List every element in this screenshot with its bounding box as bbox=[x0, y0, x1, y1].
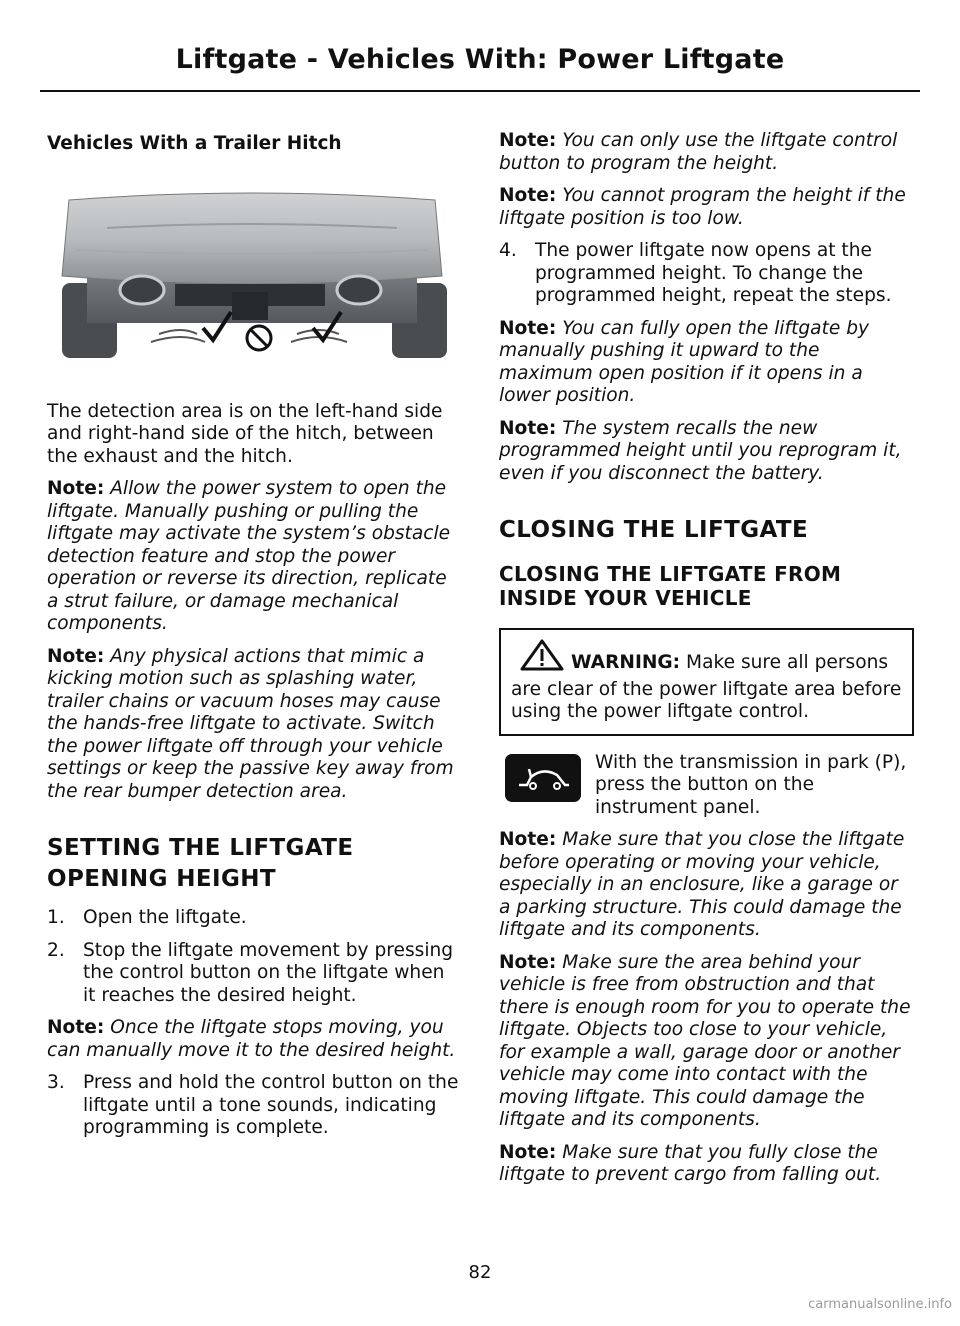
note-area-clear bbox=[499, 952, 914, 1132]
note-label: Note: bbox=[499, 829, 557, 850]
liftgate-button-row bbox=[499, 752, 914, 820]
step-text: The power liftgate now opens at the programmed height. To change the programmed height, repeat the steps. bbox=[535, 240, 892, 306]
note-kicking-motion bbox=[47, 646, 462, 804]
warning-triangle-icon bbox=[519, 638, 565, 679]
steps-list bbox=[47, 907, 462, 1007]
steps-list-right bbox=[499, 240, 914, 308]
rear-bumper-illustration bbox=[47, 188, 452, 373]
page-number: 82 bbox=[468, 1262, 492, 1283]
header-divider bbox=[40, 90, 920, 92]
step-number: 4. bbox=[499, 240, 517, 261]
note-control-button bbox=[499, 130, 914, 175]
note-text: Once the liftgate stops moving, you can manually move it to the desired height. bbox=[47, 1017, 456, 1061]
note-text: You can fully open the liftgate by manually pushing it upward to the maximum open position if it opens in a lower position. bbox=[499, 317, 870, 406]
step-number: 3. bbox=[47, 1072, 65, 1093]
note-label: Note: bbox=[499, 317, 557, 339]
note-fully-open bbox=[499, 318, 914, 408]
subsection-heading-inside: CLOSING THE LIFTGATE FROM INSIDE YOUR VEHICLE bbox=[499, 562, 842, 610]
section-heading-line2: OPENING HEIGHT bbox=[47, 866, 276, 892]
note-position-low bbox=[499, 185, 914, 230]
trailer-hitch-subheading: Vehicles With a Trailer Hitch bbox=[47, 133, 342, 154]
list-item bbox=[47, 1072, 462, 1140]
note-label: Note: bbox=[499, 185, 557, 206]
note-recalls-height bbox=[499, 418, 914, 486]
step-number: 2. bbox=[47, 939, 65, 961]
detection-area-text: The detection area is on the left-hand side and right-hand side of the hitch, between the exhaust and the hitch. bbox=[47, 400, 443, 467]
step-text: Press and hold the control button on the liftgate until a tone sounds, indicating programming is complete. bbox=[83, 1072, 459, 1138]
rear-bumper-svg bbox=[47, 188, 452, 373]
warning-label: WARNING: bbox=[571, 652, 681, 673]
note-text: You cannot program the height if the liftgate position is too low. bbox=[499, 185, 906, 229]
right-column bbox=[499, 130, 914, 1197]
note-label: Note: bbox=[499, 130, 557, 151]
list-item bbox=[499, 240, 914, 308]
note-close-before-moving bbox=[499, 829, 914, 942]
step-text: Stop the liftgate movement by pressing the control button on the liftgate when it reaches the desired height. bbox=[83, 939, 454, 1006]
note-manual-move bbox=[47, 1017, 462, 1062]
note-label: Note: bbox=[47, 1017, 105, 1038]
note-text: The system recalls the new programmed height until you reprogram it, even if you disconnect the battery. bbox=[499, 417, 902, 484]
watermark: carmanualsonline.info bbox=[808, 1297, 952, 1312]
section-heading-line1: SETTING THE LIFTGATE bbox=[47, 835, 354, 861]
page-title: Liftgate - Vehicles With: Power Liftgate bbox=[175, 44, 785, 75]
liftgate-button-text: With the transmission in park (P), press the button on the instrument panel. bbox=[595, 751, 907, 818]
note-text: Make sure the area behind your vehicle is free from obstruction and that there is enough room for you to operate the liftgate. Objects too close to your vehicle, for example a wall, garage door or another vehicle may come into contact with the moving liftgate. This could damage the liftgate and its components. bbox=[499, 951, 911, 1130]
list-item bbox=[47, 907, 462, 930]
liftgate-button-icon bbox=[505, 754, 581, 802]
note-power-system bbox=[47, 478, 462, 636]
note-label: Note: bbox=[499, 951, 557, 973]
left-column bbox=[47, 130, 462, 1150]
steps-list-continued bbox=[47, 1072, 462, 1140]
note-label: Note: bbox=[499, 1141, 557, 1163]
note-label: Note: bbox=[499, 417, 557, 439]
section-heading-setting bbox=[47, 833, 462, 895]
note-text: You can only use the liftgate control button to program the height. bbox=[499, 130, 898, 174]
note-text: Any physical actions that mimic a kicking motion such as splashing water, trailer chains or vacuum hoses may cause the hands-free liftgate to activate. Switch the power liftgate off through your vehicle settings or keep the passive key away from the rear bumper detection area. bbox=[47, 645, 454, 802]
note-label: Note: bbox=[47, 645, 105, 667]
note-text: Allow the power system to open the liftgate. Manually pushing or pulling the liftgate may activate the system’s obstacle detection feature and stop the power operation or reverse its direction, replicate a strut failure, or damage mechanical components. bbox=[47, 478, 451, 634]
step-text: Open the liftgate. bbox=[83, 907, 247, 928]
step-number: 1. bbox=[47, 907, 65, 928]
warning-text: Make sure all persons are clear of the power liftgate area before using the power liftgate control. bbox=[511, 652, 902, 722]
note-fully-close bbox=[499, 1142, 914, 1187]
note-text: Make sure that you fully close the liftgate to prevent cargo from falling out. bbox=[499, 1141, 882, 1185]
warning-box bbox=[499, 628, 914, 736]
note-label: Note: bbox=[47, 478, 105, 499]
note-text: Make sure that you close the liftgate before operating or moving your vehicle, especially in an enclosure, like a garage or a parking structure. This could damage the liftgate and its components. bbox=[499, 829, 905, 940]
list-item bbox=[47, 940, 462, 1008]
section-heading-closing: CLOSING THE LIFTGATE bbox=[499, 517, 809, 543]
